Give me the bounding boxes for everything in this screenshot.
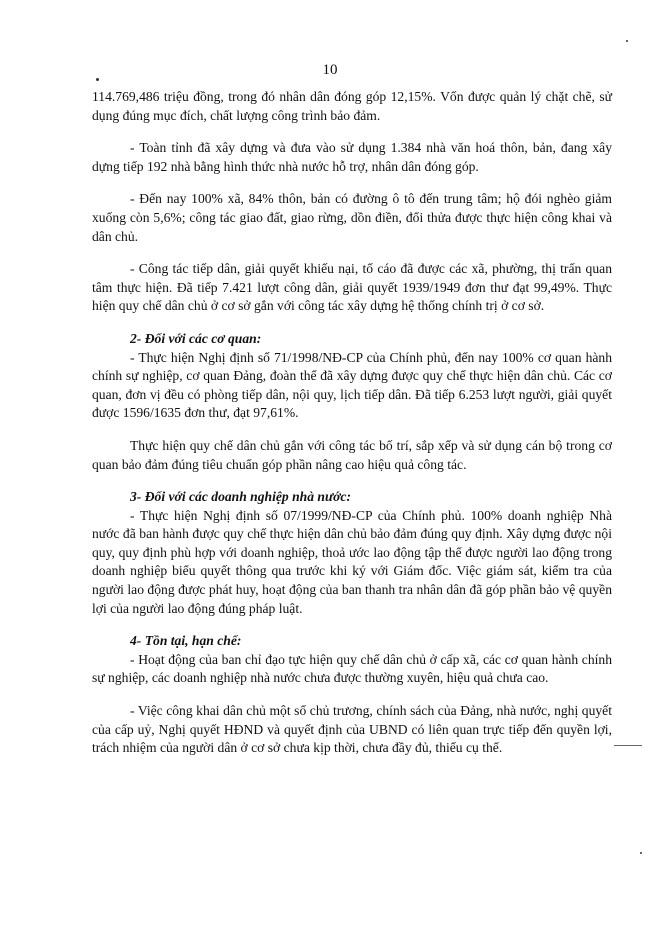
- heading-limitations: 4- Tồn tại, hạn chế:: [130, 633, 242, 649]
- paragraph-culture-houses: - Toàn tỉnh đã xây dựng và đưa vào sử dụng 1.384 nhà văn hoá thôn, bản, đang xây dựng tiếp 192 nhà bằng hình thức nhà nước hỗ trợ, nhân dân đóng góp.: [92, 140, 612, 174]
- paragraph-funding: 114.769,486 triệu đồng, trong đó nhân dân đóng góp 12,15%. Vốn được quản lý chặt chẽ, sử dụng đúng mục đích, chất lượng công trình bảo đảm.: [92, 89, 612, 123]
- paragraph-limitations-publicity: - Việc công khai dân chủ một số chủ trương, chính sách của Đảng, nhà nước, nghị quyết của cấp uỷ, Nghị quyết HĐND và quyết định của UBND có liên quan trực tiếp đến quyền lợi, trách nhiệm của người dân ở cơ sở chưa kịp thời, chưa đầy đủ, thiếu cụ thể.: [92, 703, 612, 756]
- page-number: 10: [322, 62, 338, 78]
- scan-speck: [640, 852, 642, 854]
- paragraph-agencies-decree: - Thực hiện Nghị định số 71/1998/NĐ-CP của Chính phủ, đến nay 100% cơ quan hành chính sự nghiệp, cơ quan Đảng, đoàn thể đã xây dựng được quy chế thực hiện dân chủ. Các cơ quan, đơn vị đều có phòng tiếp dân, nội quy, lịch tiếp dân. Đã tiếp 6.253 lượt người, giải quyết được 1596/1635 đơn thư, đạt 97,61%.: [92, 349, 612, 421]
- document-body: [92, 88, 612, 758]
- scan-speck: [96, 78, 99, 81]
- paragraph-limitations-steering: - Hoạt động của ban chỉ đạo tực hiện quy chế dân chủ ở cấp xã, các cơ quan hành chính sự nghiệp, các doanh nghiệp nhà nước chưa được thường xuyên, hiệu quả chưa cao.: [92, 651, 612, 686]
- paragraph-enterprises-decree: - Thực hiện Nghị định số 07/1999/NĐ-CP của Chính phủ. 100% doanh nghiệp Nhà nước đã ban hành được quy chế thực hiện dân chủ bảo đảm đúng quy định. Xây dựng được nội quy, quy định phù hợp với doanh nghiệp, thoả ước lao động tập thể được người lao động trong doanh nghiệp biểu quyết thông qua trước khi ký với Giám đốc. Việc giám sát, kiểm tra của người lao động được phát huy, hoạt động của ban thanh tra nhân dân đã góp phần bảo vệ quyền lợi của người lao động đúng pháp luật.: [92, 507, 612, 616]
- heading-state-enterprises: 3- Đối với các doanh nghiệp nhà nước:: [130, 489, 351, 505]
- scan-mark: [614, 745, 642, 746]
- paragraph-roads-poverty: - Đến nay 100% xã, 84% thôn, bản có đường ô tô đến trung tâm; hộ đói nghèo giảm xuống còn 5,6%; công tác giao đất, giao rừng, dồn điền, đổi thửa được thực hiện công khai và dân chủ.: [92, 191, 612, 244]
- scan-speck: [626, 40, 628, 42]
- heading-agencies: 2- Đối với các cơ quan:: [130, 330, 262, 346]
- paragraph-agencies-staff: Thực hiện quy chế dân chủ gắn với công tác bố trí, sắp xếp và sử dụng cán bộ trong cơ quan bảo đảm đúng tiêu chuẩn góp phần nâng cao hiệu quả công tác.: [92, 437, 612, 472]
- paragraph-citizen-reception: - Công tác tiếp dân, giải quyết khiếu nại, tố cáo đã được các xã, phường, thị trấn quan tâm thực hiện. Đã tiếp 7.421 lượt công dân, giải quyết 1939/1949 đơn thư đạt 99,49%. Thực hiện quy chế dân chủ ở cơ sở gắn với công tác xây dựng hệ thống chính trị ở cơ sở.: [92, 261, 612, 314]
